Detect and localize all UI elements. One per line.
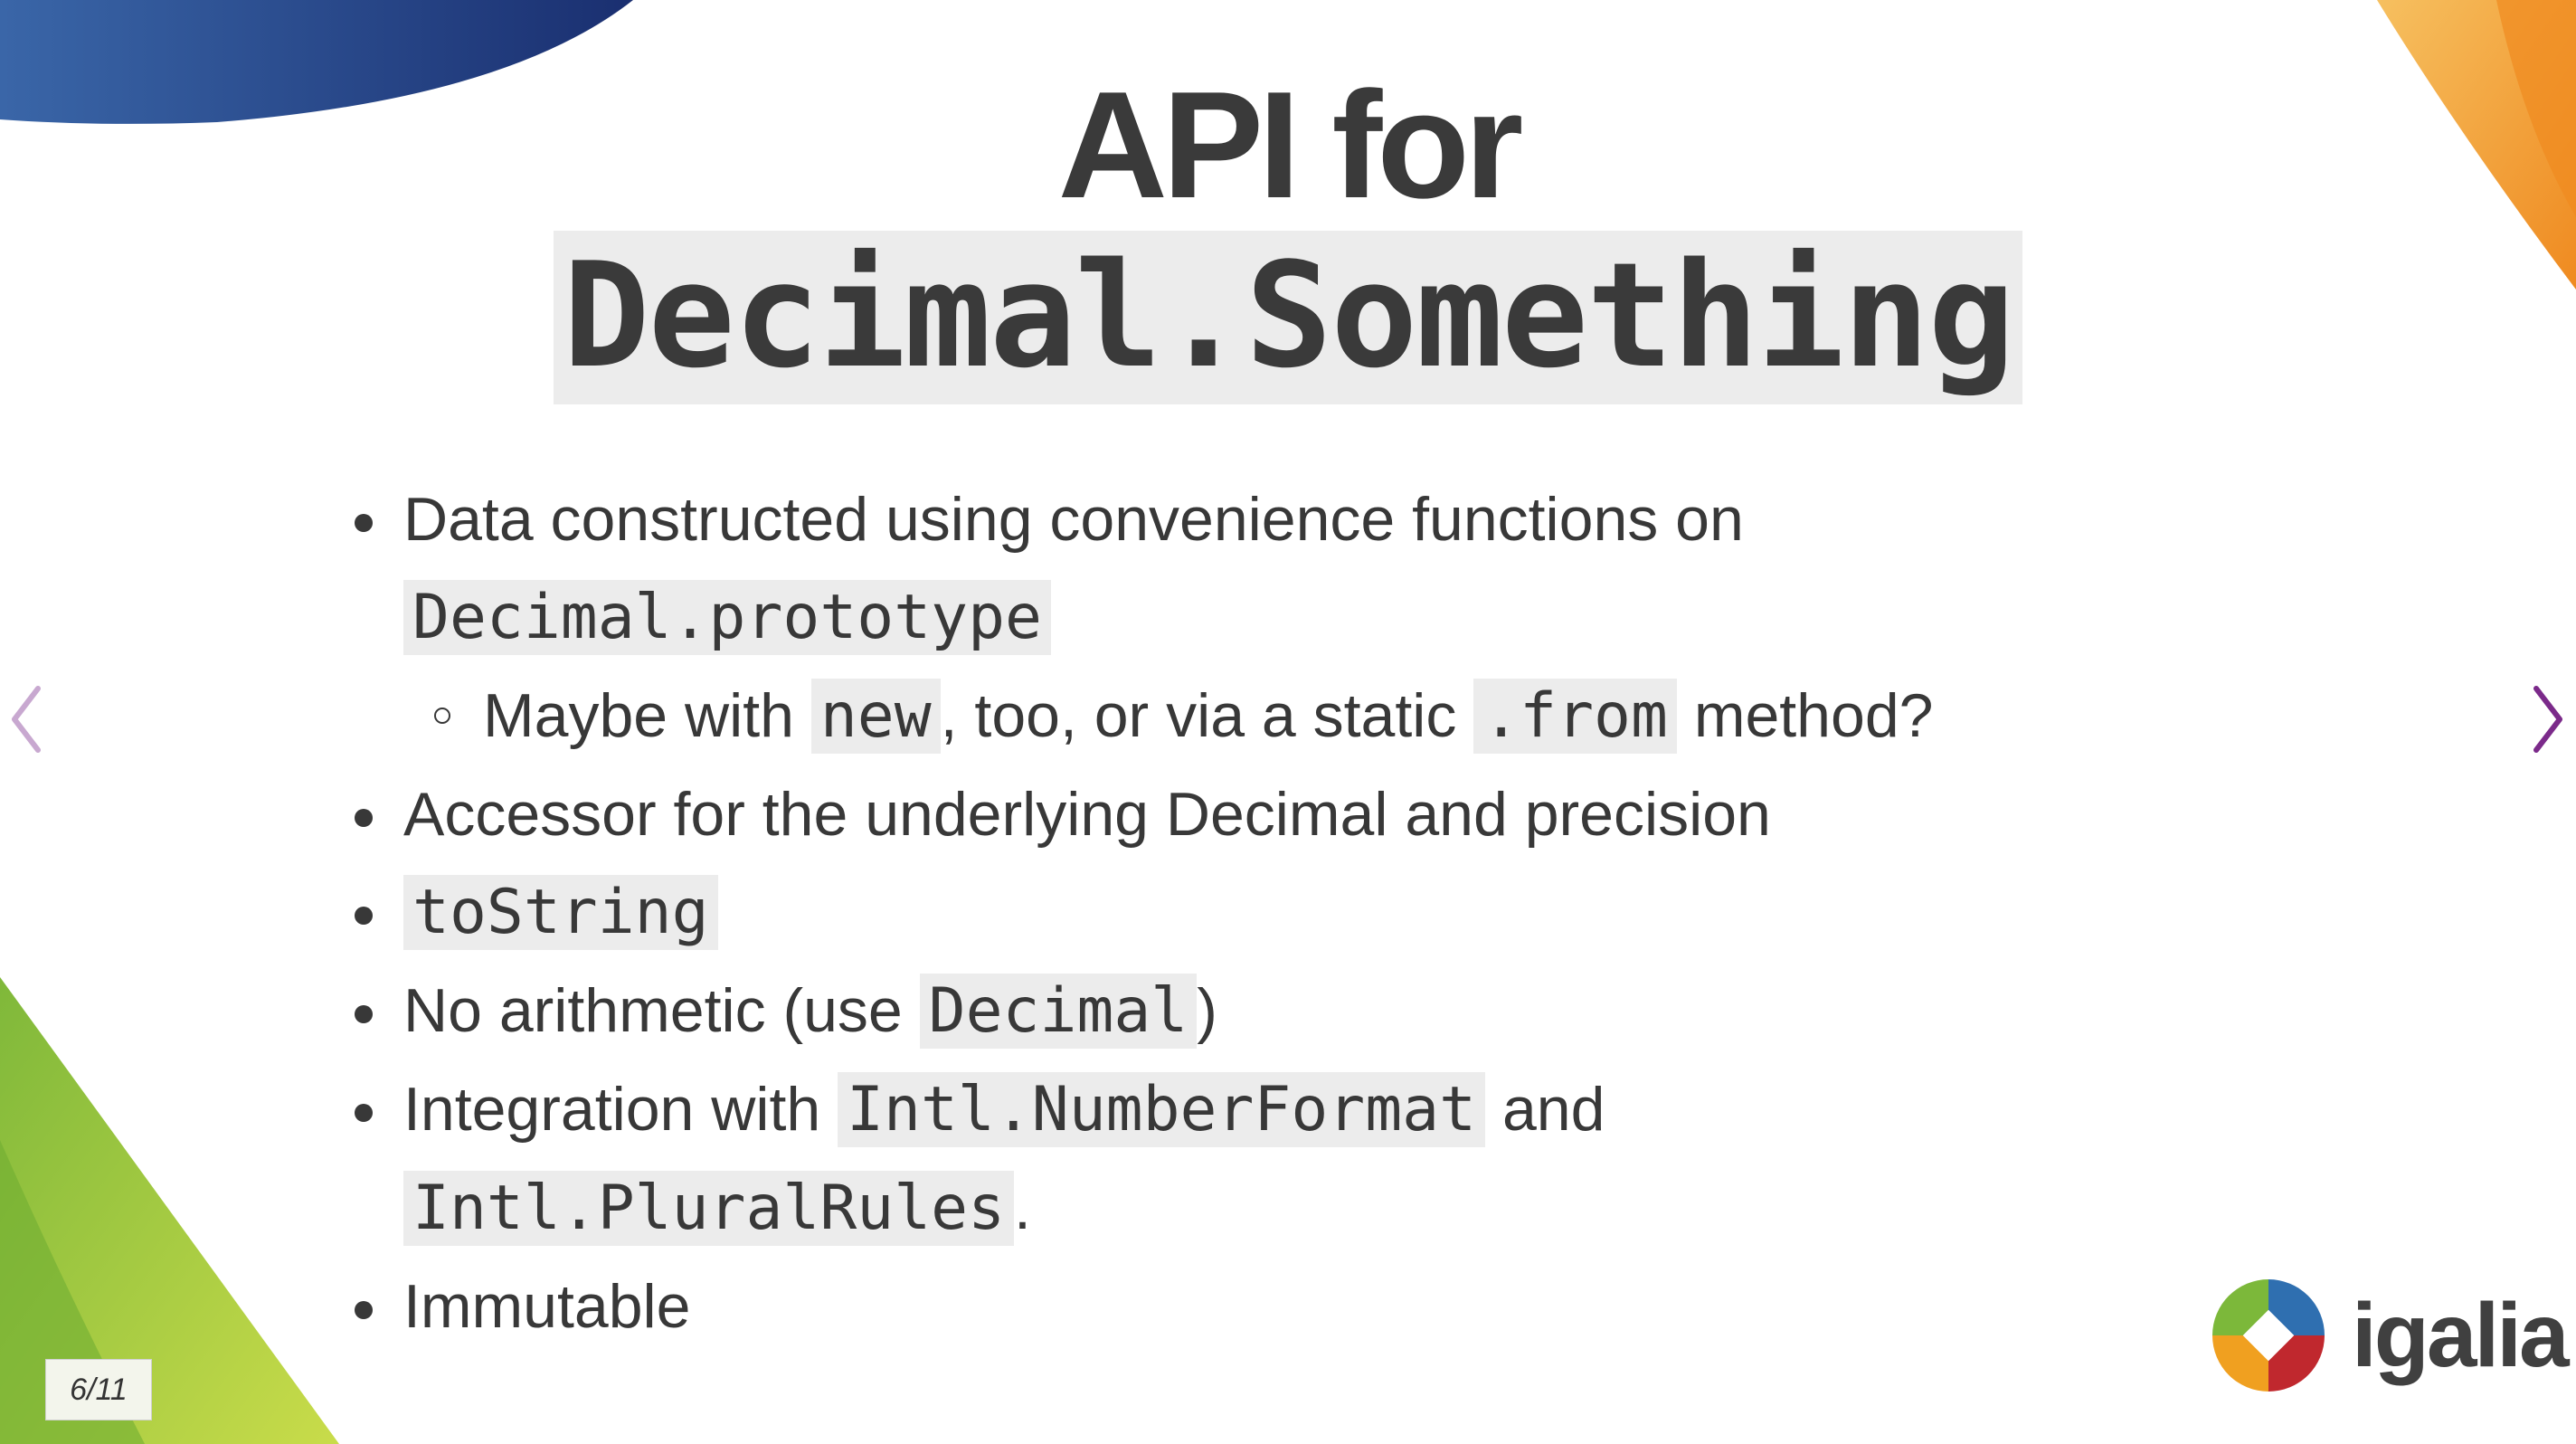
bullet-item (349, 1060, 2429, 1258)
bullet-text: Maybe with (483, 681, 811, 750)
bullet-text: Integration with (403, 1075, 838, 1144)
inline-code: Intl.PluralRules (403, 1171, 1014, 1246)
title-code: Decimal.Something (554, 231, 2022, 404)
sub-bullet-item (349, 667, 2429, 765)
bullet-text: Accessor for the underlying Decimal and precision (403, 780, 1771, 849)
bullet-text: method? (1676, 681, 1934, 750)
bullet-text: No arithmetic (use (403, 976, 920, 1045)
chevron-left-icon[interactable] (9, 683, 45, 755)
inline-code: new (811, 679, 941, 754)
igalia-logo-icon (2207, 1274, 2334, 1397)
inline-code: Intl.NumberFormat (838, 1072, 1485, 1147)
inline-code: toString (403, 875, 718, 950)
bullet-item (349, 1258, 2429, 1355)
slide-title: API for (1057, 60, 1519, 230)
bullet-item (349, 863, 2429, 962)
chevron-right-icon[interactable] (2529, 683, 2565, 755)
bullet-item (349, 765, 2429, 863)
bullet-text: and (1485, 1075, 1605, 1144)
bullet-text: Immutable (403, 1272, 691, 1341)
bullet-text: Data constructed using convenience functions on (403, 485, 1744, 554)
bullet-text: . (1014, 1173, 1031, 1242)
slide-title-code (0, 231, 2576, 404)
inline-code: .from (1473, 679, 1677, 754)
bullet-item (349, 470, 2429, 667)
bullet-list (349, 470, 2429, 1355)
inline-code: Decimal (920, 974, 1198, 1049)
brand-name: igalia (2352, 1285, 2567, 1386)
inline-code: Decimal.prototype (403, 580, 1051, 655)
bullet-text: ) (1197, 976, 1217, 1045)
bullet-text: , too, or via a static (940, 681, 1474, 750)
bullet-item (349, 962, 2429, 1060)
slide-counter: 6/11 (45, 1359, 152, 1420)
